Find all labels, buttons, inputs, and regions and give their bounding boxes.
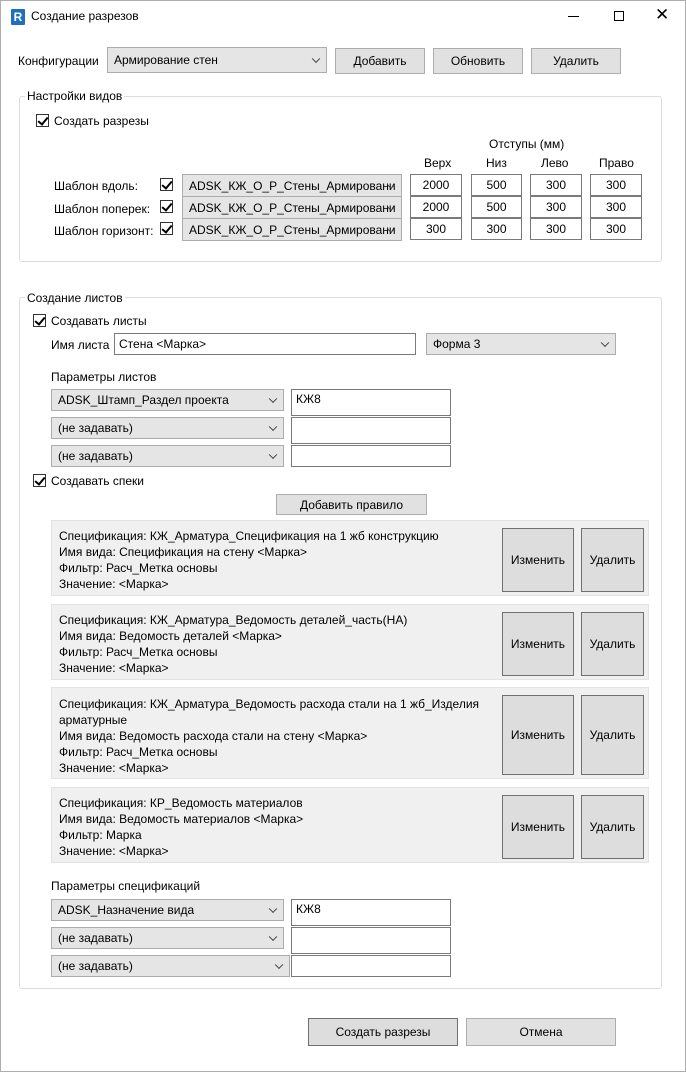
delete-rule-button[interactable]: Удалить: [581, 695, 644, 775]
rule-spec-line: Спецификация: КР_Ведомость материалов: [59, 796, 303, 810]
create-sheets-label: Создавать листы: [51, 314, 147, 328]
col-header-left: Лево: [541, 156, 569, 170]
chevron-down-icon: [269, 395, 277, 403]
sheet-param-combo-2[interactable]: [51, 417, 284, 439]
horizontal-top-input[interactable]: 300: [410, 218, 462, 240]
template-along-value: ADSK_КЖ_О_Р_Стены_Армировани: [189, 178, 396, 193]
add-config-button[interactable]: Добавить: [335, 48, 425, 74]
template-along-combo[interactable]: [182, 174, 402, 197]
spec-param-value-2: (не задавать): [58, 931, 133, 945]
template-horizontal-checkbox[interactable]: [160, 222, 173, 235]
col-header-right: Право: [599, 156, 634, 170]
spec-rule-card: [51, 687, 649, 779]
template-along-label: Шаблон вдоль:: [54, 179, 139, 193]
spec-param-value-1: ADSK_Назначение вида: [58, 903, 195, 917]
template-along-checkbox[interactable]: [160, 178, 173, 191]
rule-filter-line: Фильтр: Расч_Метка основы: [59, 645, 218, 659]
sheet-param-value-1: ADSK_Штамп_Раздел проекта: [58, 393, 229, 407]
rule-value-line: Значение: <Марка>: [59, 577, 169, 591]
chevron-down-icon: [275, 961, 283, 969]
sheet-params-label: Параметры листов: [51, 370, 157, 384]
config-label: Конфигурации: [18, 54, 99, 68]
title-bar: [1, 1, 685, 32]
chevron-down-icon: [269, 423, 277, 431]
chevron-down-icon: [601, 339, 609, 347]
template-horizontal-combo[interactable]: [182, 218, 402, 241]
rule-spec-line: Спецификация: КЖ_Арматура_Спецификация на 1 жб конструкцию: [59, 529, 439, 543]
sheet-param-combo-3[interactable]: [51, 445, 284, 467]
sheet-param-input-2[interactable]: [291, 417, 451, 444]
indents-header: Отступы (мм): [489, 137, 565, 151]
edit-rule-button[interactable]: Изменить: [502, 612, 574, 676]
rule-value-line: Значение: <Марка>: [59, 761, 169, 775]
col-header-bottom: Низ: [486, 156, 507, 170]
delete-rule-button[interactable]: Удалить: [581, 795, 644, 859]
create-sheets-checkbox[interactable]: [33, 314, 46, 327]
spec-param-input-2[interactable]: [291, 927, 451, 954]
template-horizontal-label: Шаблон горизонт:: [54, 224, 154, 238]
edit-rule-button[interactable]: Изменить: [502, 795, 574, 859]
spec-param-input-1[interactable]: КЖ8: [291, 899, 451, 926]
sheet-param-input-3[interactable]: [291, 445, 451, 467]
close-button[interactable]: [639, 1, 685, 32]
sheet-form-combo[interactable]: [426, 333, 616, 355]
chevron-down-icon: [269, 933, 277, 941]
config-selected: Армирование стен: [114, 53, 218, 67]
along-top-input[interactable]: 2000: [410, 174, 462, 196]
across-top-input[interactable]: 2000: [410, 196, 462, 218]
template-across-label: Шаблон поперек:: [54, 202, 151, 216]
edit-rule-button[interactable]: Изменить: [502, 695, 574, 775]
refresh-config-button[interactable]: Обновить: [433, 48, 523, 74]
close-icon: ✕: [655, 5, 670, 25]
config-combo[interactable]: [107, 47, 327, 73]
spec-param-combo-3[interactable]: [51, 955, 290, 977]
add-rule-button[interactable]: Добавить правило: [276, 494, 427, 515]
delete-rule-button[interactable]: Удалить: [581, 528, 644, 592]
create-sections-button[interactable]: Создать разрезы: [308, 1018, 458, 1046]
along-left-input[interactable]: 300: [530, 174, 582, 196]
spec-rule-card: [51, 520, 649, 596]
views-group-title: Настройки видов: [27, 89, 123, 103]
create-sections-label: Создать разрезы: [54, 114, 149, 128]
spec-param-combo-2[interactable]: [51, 927, 284, 949]
sheet-param-combo-1[interactable]: [51, 389, 284, 411]
rule-filter-line: Фильтр: Расч_Метка основы: [59, 745, 218, 759]
create-specs-label: Создавать спеки: [51, 474, 144, 488]
maximize-button[interactable]: [597, 1, 643, 32]
sheet-form-selected: Форма 3: [433, 337, 481, 351]
col-header-top: Верх: [424, 156, 452, 170]
rule-filter-line: Фильтр: Марка: [59, 828, 142, 842]
rule-view-name-line: Имя вида: Спецификация на стену <Марка>: [59, 545, 308, 559]
template-across-checkbox[interactable]: [160, 200, 173, 213]
sheet-name-label: Имя листа: [51, 338, 110, 352]
window-title: Создание разрезов: [31, 9, 139, 23]
across-left-input[interactable]: 300: [530, 196, 582, 218]
rule-spec-line: Спецификация: КЖ_Арматура_Ведомость деталей_часть(НА): [59, 613, 408, 627]
horizontal-left-input[interactable]: 300: [530, 218, 582, 240]
template-across-combo[interactable]: [182, 196, 402, 219]
rule-value-line: Значение: <Марка>: [59, 844, 169, 858]
rule-view-name-line: Имя вида: Ведомость деталей <Марка>: [59, 629, 282, 643]
chevron-down-icon: [269, 905, 277, 913]
edit-rule-button[interactable]: Изменить: [502, 528, 574, 592]
spec-rule-card: [51, 604, 649, 680]
horizontal-right-input[interactable]: 300: [590, 218, 642, 240]
delete-rule-button[interactable]: Удалить: [581, 612, 644, 676]
spec-rule-card: [51, 787, 649, 863]
cancel-button[interactable]: Отмена: [466, 1018, 616, 1046]
rule-filter-line: Фильтр: Расч_Метка основы: [59, 561, 218, 575]
minimize-icon: [568, 16, 579, 17]
sheet-param-value-3: (не задавать): [58, 449, 133, 463]
across-bottom-input[interactable]: 500: [471, 196, 522, 218]
sheets-group-title: Создание листов: [27, 291, 123, 305]
rule-view-name-line: Имя вида: Ведомость расхода стали на стену <Марка>: [59, 729, 368, 743]
create-specs-checkbox[interactable]: [33, 474, 46, 487]
across-right-input[interactable]: 300: [590, 196, 642, 218]
sheet-param-input-1[interactable]: КЖ8: [291, 389, 451, 416]
rule-spec-line-continued: арматурные: [59, 713, 128, 727]
delete-config-button[interactable]: Удалить: [531, 48, 621, 74]
rule-view-name-line: Имя вида: Ведомость материалов <Марка>: [59, 812, 304, 826]
minimize-button[interactable]: [551, 1, 597, 32]
along-bottom-input[interactable]: 500: [471, 174, 522, 196]
spec-param-value-3: (не задавать): [58, 959, 133, 973]
maximize-icon: [614, 11, 624, 21]
along-right-input[interactable]: 300: [590, 174, 642, 196]
spec-param-combo-1[interactable]: [51, 899, 284, 921]
chevron-down-icon: [269, 451, 277, 459]
create-sections-checkbox[interactable]: [36, 114, 49, 127]
sheet-param-value-2: (не задавать): [58, 421, 133, 435]
rule-spec-line: Спецификация: КЖ_Арматура_Ведомость расхода стали на 1 жб_Изделия: [59, 697, 480, 711]
spec-param-input-3[interactable]: [291, 955, 451, 977]
revit-app-icon: R: [11, 9, 25, 25]
sheet-name-input[interactable]: Стена <Марка>: [114, 333, 416, 355]
spec-params-label: Параметры спецификаций: [51, 879, 201, 893]
rule-value-line: Значение: <Марка>: [59, 661, 169, 675]
template-across-value: ADSK_КЖ_О_Р_Стены_Армировани: [189, 200, 396, 215]
chevron-down-icon: [312, 55, 320, 63]
horizontal-bottom-input[interactable]: 300: [471, 218, 522, 240]
template-horizontal-value: ADSK_КЖ_О_Р_Стены_Армировани: [189, 222, 396, 237]
